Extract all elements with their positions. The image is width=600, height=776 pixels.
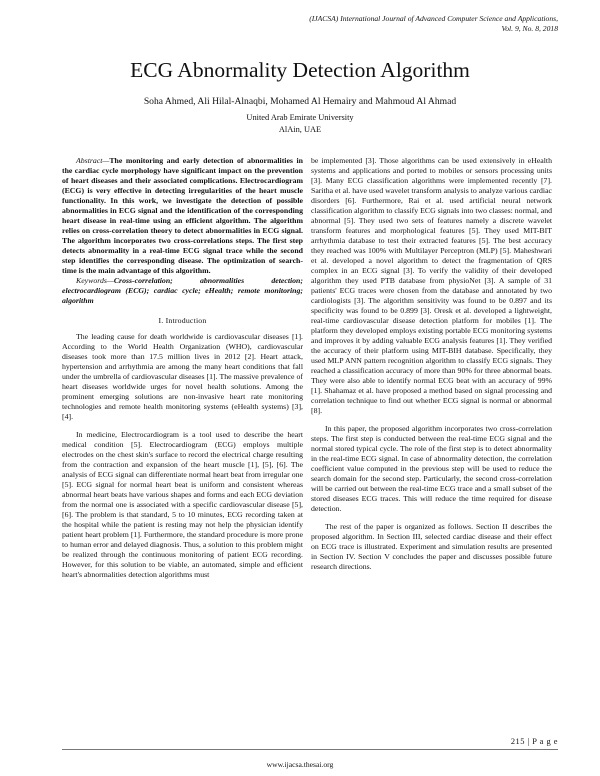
intro-paragraph-1: The leading cause for death worldwide is cardiovascular diseases [1]. According to the World Health Organization (WHO), cardiovascular diseases took more than 17.5 million lives in 2012 [2]. Heart attack, hypertension and arrhythmia are among the many heart conditions that fall under the umbrella of cardiovascular diseases [1]. The massive prevalence of heart diseases worldwide urges for novel health solutions. Among the prominent emerging solutions are non-invasive heart rate monitoring technologies and remote health monitoring systems (eHealth systems) [3], [4]. <box>62 332 303 421</box>
paper-title: ECG Abnormality Detection Algorithm <box>130 58 470 82</box>
author-list: Soha Ahmed, Ali Hilal-Alnaqbi, Mohamed Al Hemairy and Mahmoud Al Ahmad <box>143 96 457 107</box>
abstract-lead: Abstract— <box>76 156 110 165</box>
intro-paragraph-5: The rest of the paper is organized as follows. Section II describes the proposed algorithm. In Section III, selected cardiac disease and their effect on ECG trace is illustrated. Experiment and simulation results are presented in Section IV. Section V concludes the paper and discusses possible future research directions. <box>311 522 552 571</box>
journal-header <box>138 14 558 34</box>
keywords-lead: Keywords— <box>76 276 114 285</box>
journal-volume: Vol. 9, No. 8, 2018 <box>501 24 558 33</box>
journal-name: (IJACSA) International Journal of Advanced Computer Science and Applications, <box>309 14 558 23</box>
journal-url: www.ijacsa.thesai.org <box>266 760 334 769</box>
intro-paragraph-2: In medicine, Electrocardiogram is a tool used to describe the heart medical condition [5]. Electrocardiogram (ECG) employs multiple electrodes on the chest skin's surface to record the electrical charge resulting from the contraction and expansion of the heart muscle [1], [5], [6]. The analysis of ECG signal can differentiate normal heart beat from irregular one [5]. ECG signal for normal heart beat is uniform and consistent whereas abnormal heart beats have various shapes and forms and each ECG deviation from the normal one is associated with a specific cardiovascular disease [5], [6]. The problem is that standard, 5 to 10 minutes, ECG recording taken at the hospital while the patient is resting may not help the physician identify patient heart problem [1]. Furthermore, the standard procedure is more prone to human error and delayed diagnosis. Thus, a solution to this problem might be realized through the continuous monitoring of patient ECG recording. However, for this solution to be viable, an automated, simple and efficient heart's abnormalities detection algorithms must <box>62 430 303 579</box>
intro-paragraph-3: be implemented [3]. Those algorithms can be used extensively in eHealth systems and applications and ported to mobiles or sensors processing units [3]. Many ECG classification algorithms were implemented recently [7]. Saritha et al. have used wavelet transform analysis to analyze various cardiac disorders [6]. Furthermore, Rai et al. used artificial neural network classification algorithm to classify ECG signals into two classes: normal, and abnormal [5]. They used two sets of features namely a discrete wavelet transform features and morphological features [5]. They used MIT-BIT arrhythmia database to test their extracted features [5]. The best accuracy they reached was 100% with Multilayer Perceptron (MLP) [5]. Maheshwari et al. developed a novel algorithm to detect the fragmentation of QRS complex in an ECG signal [3]. To verify the validity of their developed algorithm they used PTB database from physioNet [3]. A sample of 31 patients' ECG traces were chosen from the database and annotated by two cardiologists [3]. The algorithm sensitivity was found to be 0.897 and its specificity was found to be 0.899 [3]. Oresk et al. developed a lightweight, real-time cardiovascular disease detection platform for mobiles [1]. The platform they developed employs existing portable ECG monitoring systems and improves it by adding valuable ECG analysis features [1]. They verified the accuracy of their platform using MIT-BIH database. Specifically, they used MLP ANN pattern recognition algorithm to classify ECG signals. They reached a classification accuracy of more than 90% for three abnormal beats. They were also able to identify normal ECG beat with an accuracy of 99% [1]. Shahamaz et al. have proposed a method based on signal processing and correlation technique to find out whether ECG signal is normal or abnormal [8]. <box>311 156 553 415</box>
left-column <box>62 156 303 580</box>
affiliation-university: United Arab Emirate University <box>246 113 354 122</box>
page-number: 215 | P a g e <box>510 737 558 746</box>
footer-divider <box>62 749 558 750</box>
keywords <box>62 276 303 306</box>
intro-paragraph-4: In this paper, the proposed algorithm incorporates two cross-correlation steps. The first step is conducted between the real-time ECG signal and the normal stored typical cycle. The role of the first step is to detect abnormality in the real-time ECG signal. In case of abnormality detection, the correlation coefficient value computed in the previous step will be used to reduce the search domain for the second step. Particularly, the second cross-correlation will be carried out between the real-time ECG trace and a small subset of the stored diseases ECG traces. This will reduce the time required for disease detection. <box>311 424 552 513</box>
abstract-text: The monitoring and early detection of abnormalities in the cardiac cycle morphology have significant impact on the prevention of heart diseases and their associated complications. Electrocardiogram (ECG) is very effective in detecting irregularities of the heart muscle functionality. In this work, we investigate the detection of possible abnormalities in ECG signal and the identification of the corresponding heart disease in real-time using an efficient algorithm. The algorithm relies on cross-correlation theory to detect abnormalities in ECG signal. The algorithm incorporates two cross-correlations steps. The first step detects abnormality in a real-time ECG signal trace while the second step identifies the corresponding disease. The optimization of search-time is the main advantage of this algorithm. <box>62 156 303 275</box>
right-column <box>311 156 552 572</box>
affiliation-location: AlAin, UAE <box>278 125 322 134</box>
abstract <box>62 156 303 276</box>
section-heading-introduction: I. Introduction <box>158 316 207 325</box>
keywords-text: Cross-correlation; abnormalities detection; electrocardiogram (ECG); cardiac cycle; eHealth; remote monitoring; algorithm <box>62 276 303 305</box>
